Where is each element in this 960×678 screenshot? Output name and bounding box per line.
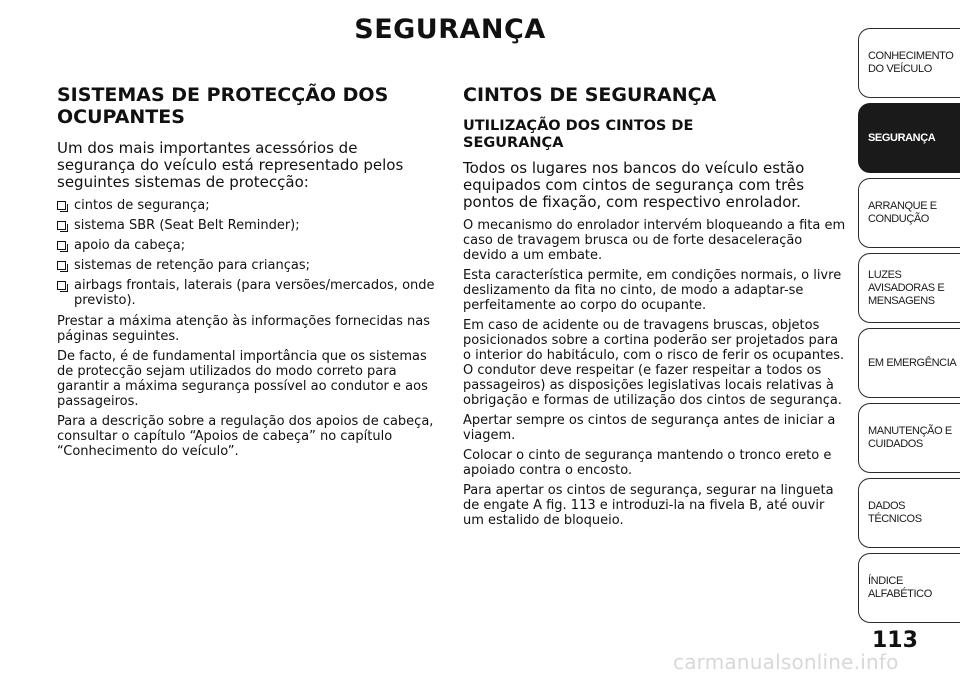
body-paragraph: Em caso de acidente ou de travagens bruscas, objetos posicionados sobre a cortina poderão ser projetados para o interior do habitáculo, com o risco de ferir os ocupantes. O condutor deve respeitar (e fazer respeitar a todos os passageiros) as disposições legislativas locais relativas à obrigação e formas de utilização dos cintos de segurança. [463,318,845,408]
tab-seguranca[interactable]: SEGURANÇA [858,103,960,173]
tab-em-emergencia[interactable]: EM EMERGÊNCIA [858,328,960,398]
protection-list [57,198,440,308]
chapter-tabs [858,28,960,623]
tab-manutencao-e-cuidados[interactable]: MANUTENÇÃO E CUIDADOS [858,403,960,473]
body-paragraph: De facto, é de fundamental importância que os sistemas de protecção sejam utilizados do modo correto para garantir a máxima segurança possível ao condutor e aos passageiros. [57,349,428,409]
list-item: airbags frontais, laterais (para versões/mercados, onde previsto). [57,278,440,308]
section-title-protection: SISTEMAS DE PROTECÇÃO DOS OCUPANTES [57,84,389,128]
checkbox-bullet-icon [57,241,66,250]
checkbox-bullet-icon [57,201,66,210]
intro-paragraph: Um dos mais importantes acessórios de segurança do veículo está representado pelos seguintes sistemas de protecção: [57,139,404,191]
checkbox-bullet-icon [57,261,66,270]
tab-luzes-avisadoras[interactable]: LUZES AVISADORAS E MENSAGENS [858,253,960,323]
checkbox-bullet-icon [57,281,66,290]
checkbox-bullet-icon [57,221,66,230]
body-paragraph: Para a descrição sobre a regulação dos apoios de cabeça, consultar o capítulo “Apoios de cabeça” no capítulo “Conhecimento do veículo”. [57,414,434,459]
section-title-seat-belts: CINTOS DE SEGURANÇA [463,84,717,106]
body-paragraph: Prestar a máxima atenção às informações fornecidas nas páginas seguintes. [57,314,431,344]
tab-arranque-e-conducao[interactable]: ARRANQUE E CONDUÇÃO [858,178,960,248]
tab-dados-tecnicos[interactable]: DADOS TÉCNICOS [858,478,960,548]
body-paragraph: Apertar sempre os cintos de segurança antes de iniciar a viagem. [463,413,836,443]
page-number: 113 [872,628,918,653]
subsection-title-use: UTILIZAÇÃO DOS CINTOS DE SEGURANÇA [463,118,694,151]
watermark: carmanualsonline.info [673,650,899,674]
left-column [57,84,440,464]
body-paragraph: Colocar o cinto de segurança mantendo o tronco ereto e apoiado contra o encosto. [463,448,832,478]
list-item: sistemas de retenção para crianças; [57,258,440,273]
right-column [463,84,846,533]
tab-indice-alfabetico[interactable]: ÍNDICE ALFABÉTICO [858,553,960,623]
body-paragraph: Para apertar os cintos de segurança, segurar na lingueta de engate A fig. 113 e introduzi-la na fivela B, até ouvir um estalido de bloqueio. [463,483,834,528]
page-title: SEGURANÇA [354,14,546,45]
list-item: sistema SBR (Seat Belt Reminder); [57,218,440,233]
lead-paragraph: Todos os lugares nos bancos do veículo estão equipados com cintos de segurança com três pontos de fixação, com respectivo enrolador. [463,159,805,211]
body-paragraph: O mecanismo do enrolador intervém bloqueando a fita em caso de travagem brusca ou de forte desaceleração devido a um embate. [463,218,846,263]
body-paragraph: Esta característica permite, em condições normais, o livre deslizamento da fita no cinto, de modo a adaptar-se perfeitamente ao corpo do ocupante. [463,268,842,313]
list-item: cintos de segurança; [57,198,440,213]
tab-conhecimento-do-veiculo[interactable]: CONHECIMENTO DO VEÍCULO [858,28,960,98]
list-item: apoio da cabeça; [57,238,440,253]
